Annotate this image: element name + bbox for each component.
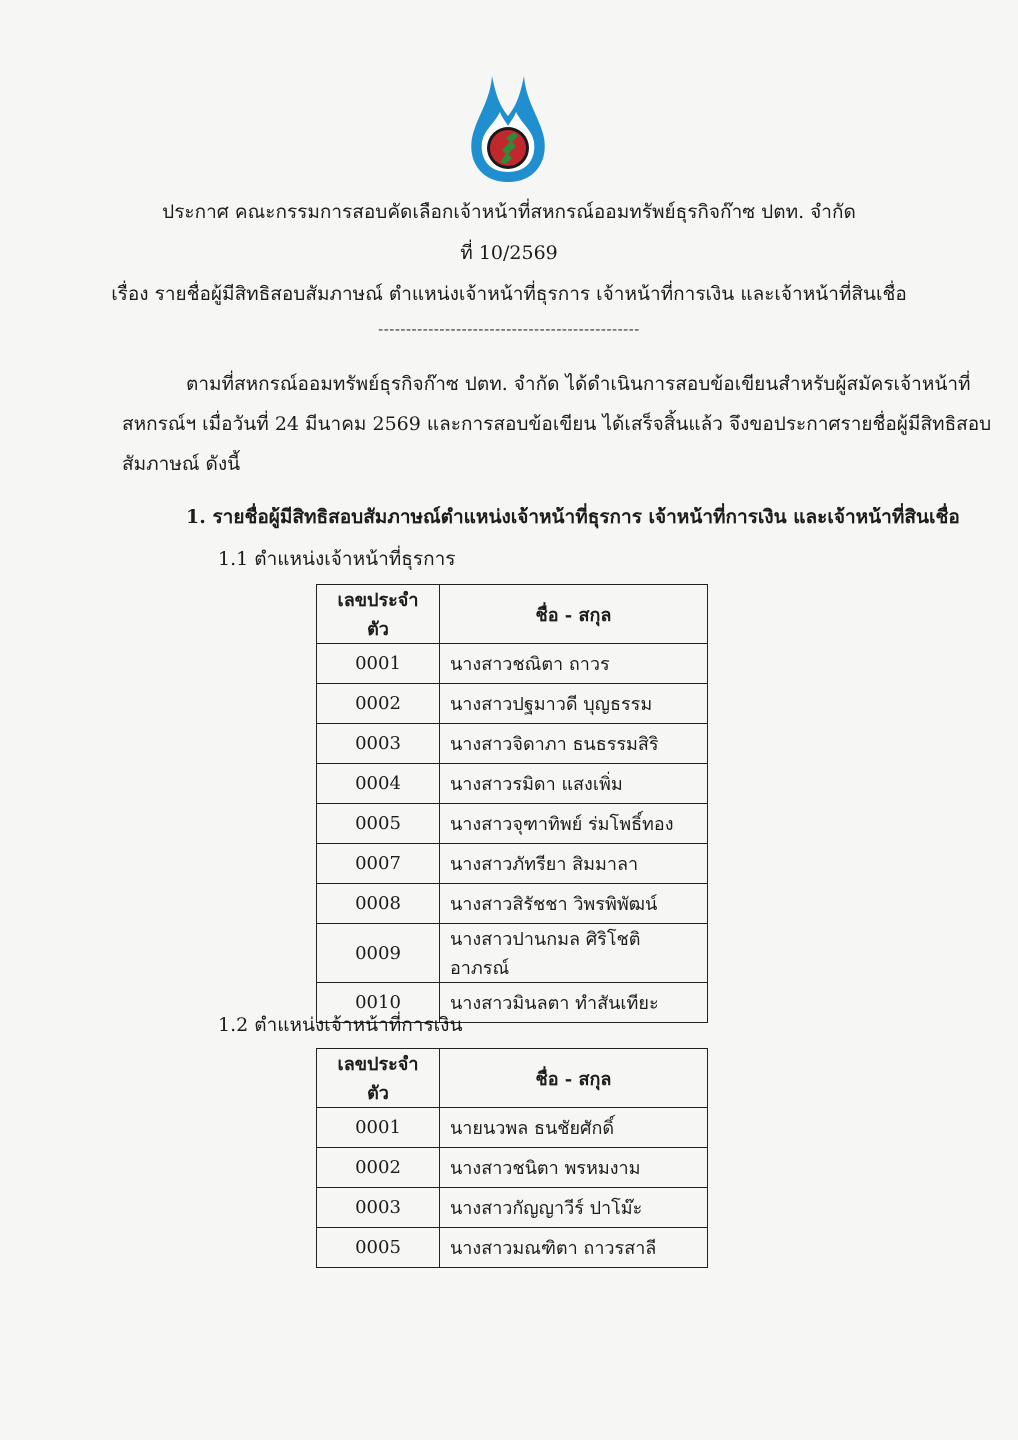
candidate-code: 0002 [317,684,440,724]
candidate-code: 0001 [317,1108,440,1148]
column-header-name: ชื่อ - สกุล [440,585,708,644]
candidate-name: นางสาวจุฑาทิพย์ ร่มโพธิ์ทอง [440,804,708,844]
candidate-name: นางสาวรมิดา แสงเพิ่ม [440,764,708,804]
finance-section-label: 1.2 ตำแหน่งเจ้าหน้าที่การเงิน [218,1014,463,1036]
candidate-name: นางสาวจิดาภา ธนธรรมสิริ [440,724,708,764]
table-row [317,1148,708,1188]
column-header-code: เลขประจำตัว [317,585,440,644]
candidate-code: 0003 [317,724,440,764]
table-header-row [317,1049,708,1108]
admin-candidates-table [316,584,708,1023]
candidate-name: นางสาวมินลตา ทำสันเทียะ [440,983,708,1023]
intro-line-3: สัมภาษณ์ ดังนี้ [122,453,241,475]
announcement-subject: เรื่อง รายชื่อผู้มีสิทธิสอบสัมภาษณ์ ตำแหน่งเจ้าหน้าที่ธุรการ เจ้าหน้าที่การเงิน และเจ้าหน้าที่สินเชื่อ [111,283,907,305]
candidate-code: 0008 [317,884,440,924]
announcement-number: ที่ 10/2569 [460,242,558,264]
candidate-name: นางสาวชณิตา ถาวร [440,644,708,684]
table-header-row [317,585,708,644]
column-header-name: ชื่อ - สกุล [440,1049,708,1108]
table-row [317,1108,708,1148]
column-header-code: เลขประจำตัว [317,1049,440,1108]
candidate-code: 0010 [317,983,440,1023]
intro-line-2: สหกรณ์ฯ เมื่อวันที่ 24 มีนาคม 2569 และการสอบข้อเขียน ได้เสร็จสิ้นแล้ว จึงขอประกาศรายชื่อผู้มีสิทธิสอบ [122,413,992,435]
admin-section-label: 1.1 ตำแหน่งเจ้าหน้าที่ธุรการ [218,548,456,570]
candidate-code: 0003 [317,1188,440,1228]
table-row [317,884,708,924]
candidate-code: 0002 [317,1148,440,1188]
candidate-name: นางสาวชนิตา พรหมงาม [440,1148,708,1188]
candidate-name: นางสาวปานกมล ศิริโชติอาภรณ์ [440,924,708,983]
candidate-code: 0005 [317,1228,440,1268]
table-row [317,724,708,764]
candidate-code: 0005 [317,804,440,844]
candidate-name: นางสาวปฐมาวดี บุญธรรม [440,684,708,724]
intro-paragraph [122,364,992,484]
candidate-code: 0001 [317,644,440,684]
cooperative-logo-icon [466,72,550,184]
section-heading: 1. รายชื่อผู้มีสิทธิสอบสัมภาษณ์ตำแหน่งเจ้าหน้าที่ธุรการ เจ้าหน้าที่การเงิน และเจ้าหน้าที่สินเชื่อ [186,506,960,528]
candidate-name: นางสาวกัญญาวีร์ ปาโม๊ะ [440,1188,708,1228]
candidate-code: 0004 [317,764,440,804]
candidate-name: นายนวพล ธนชัยศักดิ์ [440,1108,708,1148]
intro-line-1: ตามที่สหกรณ์ออมทรัพย์ธุรกิจก๊าซ ปตท. จำกัด ได้ดำเนินการสอบข้อเขียนสำหรับผู้สมัครเจ้าหน้าที่ [186,373,971,395]
finance-candidates-table [316,1048,708,1268]
candidate-name: นางสาวสิรัชชา วิพรพิพัฒน์ [440,884,708,924]
divider-rule: ----------------------------------------------- [378,320,640,338]
candidate-code: 0007 [317,844,440,884]
table-row [317,804,708,844]
table-row [317,684,708,724]
table-row [317,844,708,884]
candidate-code: 0009 [317,924,440,983]
table-row [317,1188,708,1228]
table-row [317,1228,708,1268]
candidate-name: นางสาวภัทรียา สิมมาลา [440,844,708,884]
table-row [317,764,708,804]
candidate-name: นางสาวมณฑิตา ถาวรสาลี [440,1228,708,1268]
table-row [317,924,708,983]
table-row [317,644,708,684]
announcement-title: ประกาศ คณะกรรมการสอบคัดเลือกเจ้าหน้าที่สหกรณ์ออมทรัพย์ธุรกิจก๊าซ ปตท. จำกัด [162,201,856,223]
